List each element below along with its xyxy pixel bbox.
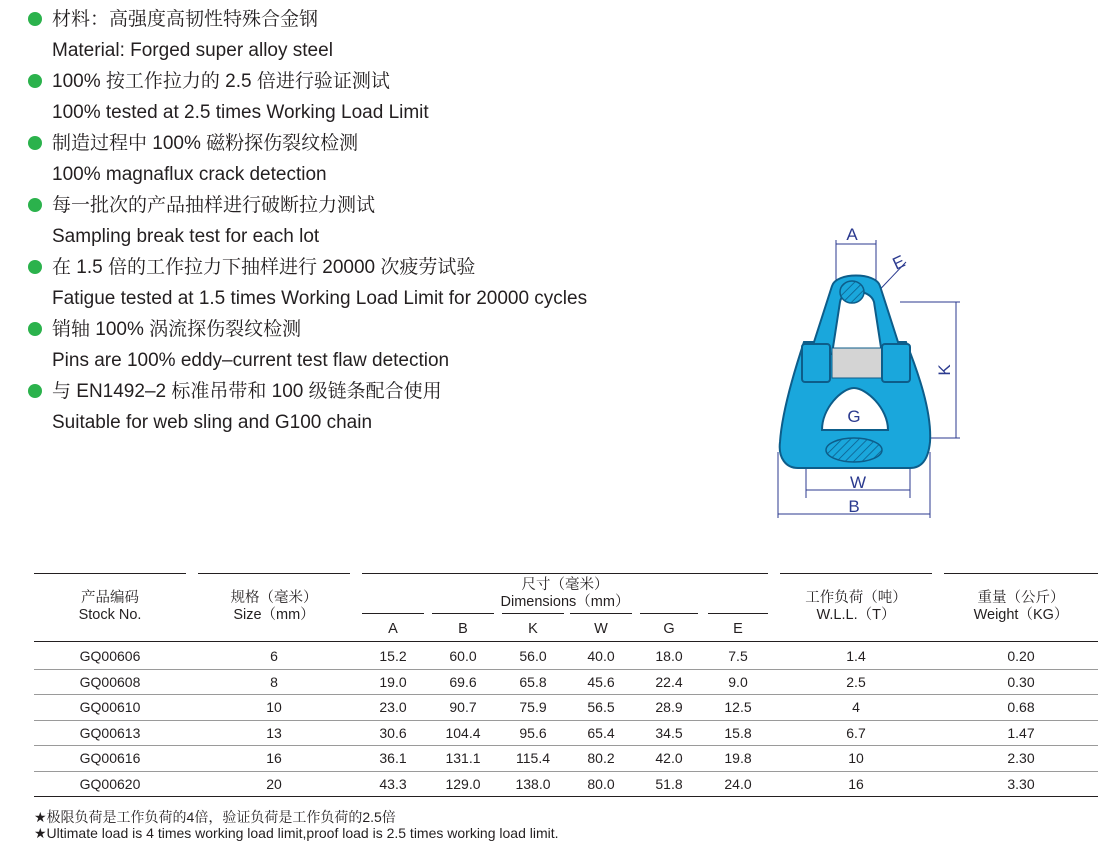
label-g: G	[847, 407, 861, 426]
feature-item	[28, 192, 728, 254]
header-weight	[944, 590, 1098, 624]
cell-wll: 16	[848, 776, 864, 792]
header-weight-en: Weight（KG）	[973, 607, 1069, 623]
cell-w: 80.0	[587, 776, 615, 792]
rule	[708, 613, 768, 614]
cell-k: 138.0	[515, 776, 551, 792]
cell-a: 15.2	[379, 648, 407, 664]
cell-e: 15.8	[724, 724, 752, 741]
note-zh: ★极限负荷是工作负荷的4倍，验证负荷是工作负荷的2.5倍	[34, 809, 396, 825]
header-dimensions	[362, 577, 768, 611]
rule	[34, 641, 1098, 642]
feature-item	[28, 378, 728, 440]
cell-k: 115.4	[516, 750, 550, 767]
header-dim-zh: 尺寸（毫米）	[521, 577, 609, 593]
cell-k: 65.8	[519, 673, 547, 690]
cell-size: 16	[266, 750, 282, 767]
cell-size: 10	[266, 699, 282, 716]
note-en: ★Ultimate load is 4 times working load limit,proof load is 2.5 times working load limit.	[34, 825, 559, 841]
header-stock-zh: 产品编码	[81, 590, 139, 606]
cell-a: 19.0	[379, 673, 407, 690]
table-row	[34, 746, 1098, 772]
cell-a: 30.6	[379, 724, 407, 741]
upper-section	[840, 281, 864, 303]
cell-size: 13	[266, 724, 282, 741]
rule	[34, 796, 1098, 797]
cell-b: 104.4	[445, 724, 481, 741]
cell-k: 56.0	[519, 648, 547, 664]
cell-size: 20	[266, 776, 282, 792]
left-lug	[802, 344, 830, 382]
cell-a: 36.1	[379, 750, 407, 767]
bullet-icon	[28, 260, 42, 274]
feature-list	[28, 6, 728, 440]
cell-stock: GQ00613	[79, 724, 141, 741]
label-k: K	[935, 364, 954, 376]
cell-weight: 3.30	[1007, 776, 1035, 792]
header-stock-en: Stock No.	[78, 607, 142, 623]
feature-en: Fatigue tested at 1.5 times Working Load Limit for 20000 cycles	[52, 288, 588, 309]
header-dim-k: K	[528, 621, 538, 637]
feature-zh: 在 1.5 倍的工作拉力下抽样进行 20000 次疲劳试验	[52, 257, 476, 278]
cell-g: 51.8	[655, 776, 683, 792]
rule	[502, 613, 564, 614]
feature-item	[28, 130, 728, 192]
feature-item	[28, 68, 728, 130]
cell-a: 23.0	[379, 699, 407, 716]
cell-g: 42.0	[655, 750, 683, 767]
bullet-icon	[28, 74, 42, 88]
cell-g: 34.5	[655, 724, 683, 741]
connector-drawing	[770, 222, 970, 522]
cell-wll: 10	[848, 750, 864, 767]
cell-size: 6	[270, 648, 278, 664]
rule	[944, 573, 1098, 574]
feature-en: 100% tested at 2.5 times Working Load Limit	[52, 102, 429, 123]
header-dim-en: Dimensions（mm）	[500, 594, 630, 610]
cell-g: 22.4	[655, 673, 683, 690]
lower-section	[826, 438, 882, 462]
feature-en: Pins are 100% eddy–current test flaw detection	[52, 350, 450, 371]
cell-g: 28.9	[655, 699, 683, 716]
cell-e: 9.0	[728, 673, 748, 690]
table-row	[34, 772, 1098, 798]
cell-b: 69.6	[449, 673, 477, 690]
rule	[432, 613, 494, 614]
cell-weight: 0.68	[1007, 699, 1035, 716]
feature-item	[28, 6, 728, 68]
cell-weight: 2.30	[1007, 750, 1035, 767]
header-dim-b: B	[458, 621, 468, 637]
feature-zh: 材料：高强度高韧性特殊合金钢	[52, 9, 319, 30]
cell-a: 43.3	[379, 776, 407, 792]
label-w: W	[849, 473, 867, 492]
table-row	[34, 670, 1098, 696]
feature-zh: 每一批次的产品抽样进行破断拉力测试	[52, 195, 376, 216]
feature-zh: 与 EN1492–2 标准吊带和 100 级链条配合使用	[52, 381, 442, 402]
header-size-en: Size（mm）	[233, 607, 315, 623]
bullet-icon	[28, 12, 42, 26]
cell-b: 129.0	[445, 776, 481, 792]
feature-item	[28, 316, 728, 378]
cell-b: 60.0	[449, 648, 477, 664]
table-row	[34, 695, 1098, 721]
feature-en: Suitable for web sling and G100 chain	[52, 412, 373, 433]
rule	[198, 573, 350, 574]
header-stock	[34, 590, 186, 624]
table-row	[34, 721, 1098, 747]
cell-w: 65.4	[587, 724, 615, 741]
header-size-zh: 规格（毫米）	[230, 590, 318, 606]
feature-en: 100% magnaflux crack detection	[52, 164, 327, 185]
header-weight-zh: 重量（公斤）	[977, 590, 1065, 606]
feature-item	[28, 254, 728, 316]
feature-en: Material: Forged super alloy steel	[52, 40, 333, 61]
rule	[640, 613, 698, 614]
feature-zh: 100% 按工作拉力的 2.5 倍进行验证测试	[52, 71, 390, 92]
header-dim-g: G	[663, 621, 675, 637]
header-wll-en: W.L.L.（T）	[816, 607, 896, 623]
right-lug	[882, 344, 910, 382]
cell-e: 24.0	[724, 776, 752, 792]
bullet-icon	[28, 384, 42, 398]
cell-wll: 6.7	[846, 724, 866, 741]
cell-size: 8	[270, 673, 278, 690]
bullet-icon	[28, 198, 42, 212]
pin	[832, 348, 882, 378]
cell-wll: 2.5	[846, 673, 866, 690]
cell-w: 40.0	[587, 648, 615, 664]
rule	[780, 573, 932, 574]
cell-e: 7.5	[728, 648, 748, 664]
header-dim-e: E	[733, 621, 743, 637]
rule	[34, 573, 186, 574]
cell-stock: GQ00606	[79, 648, 141, 664]
feature-zh: 销轴 100% 涡流探伤裂纹检测	[52, 319, 302, 340]
cell-g: 18.0	[655, 648, 683, 664]
cell-w: 80.2	[587, 750, 615, 767]
cell-wll: 4	[852, 699, 860, 716]
header-wll	[780, 590, 932, 624]
cell-weight: 1.47	[1007, 724, 1035, 741]
cell-stock: GQ00610	[79, 699, 141, 716]
cell-k: 75.9	[519, 699, 547, 716]
cell-e: 12.5	[724, 699, 752, 716]
label-a: A	[846, 225, 858, 244]
rule	[570, 613, 632, 614]
cell-weight: 0.30	[1007, 673, 1035, 690]
label-b: B	[848, 497, 860, 516]
cell-w: 56.5	[587, 699, 615, 716]
cell-stock: GQ00620	[79, 776, 141, 792]
header-dim-a: A	[388, 621, 398, 637]
cell-k: 95.6	[519, 724, 547, 741]
cell-e: 19.8	[724, 750, 752, 767]
bullet-icon	[28, 322, 42, 336]
rule	[362, 613, 424, 614]
header-dim-w: W	[594, 621, 608, 637]
rule	[362, 573, 768, 574]
feature-en: Sampling break test for each lot	[52, 226, 320, 247]
cell-weight: 0.20	[1007, 648, 1035, 664]
bullet-icon	[28, 136, 42, 150]
header-size	[198, 590, 350, 624]
feature-zh: 制造过程中 100% 磁粉探伤裂纹检测	[52, 133, 359, 154]
header-wll-zh: 工作负荷（吨）	[805, 590, 907, 606]
cell-b: 131.1	[445, 750, 481, 767]
cell-stock: GQ00616	[79, 750, 141, 767]
cell-w: 45.6	[587, 673, 615, 690]
cell-wll: 1.4	[846, 648, 866, 664]
table-row	[34, 644, 1098, 670]
cell-b: 90.7	[449, 699, 477, 716]
cell-stock: GQ00608	[79, 673, 141, 690]
label-e: E	[889, 251, 908, 274]
